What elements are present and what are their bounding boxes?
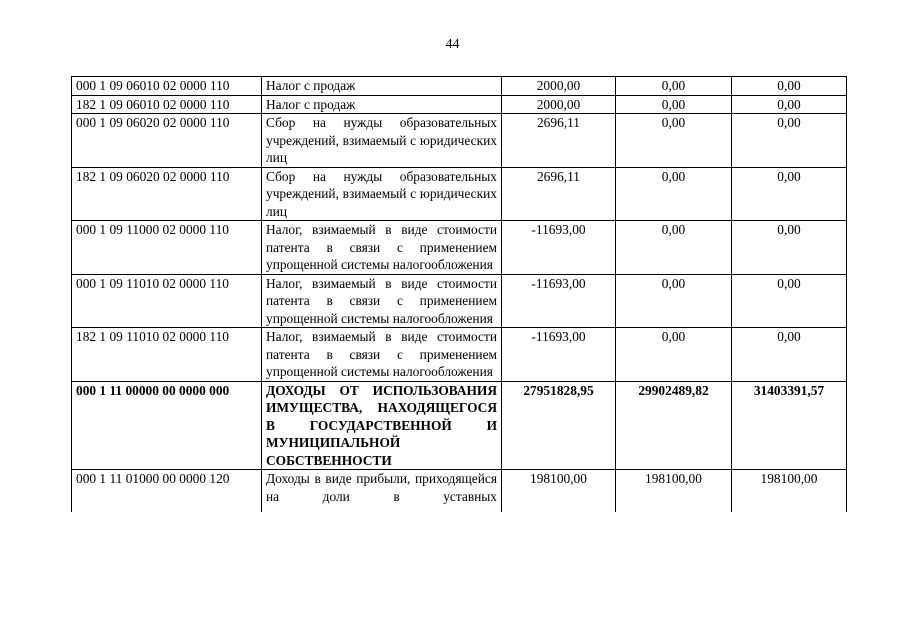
amount-year-2-cell: 0,00 (616, 221, 732, 275)
amount-year-3-cell: 0,00 (732, 167, 847, 221)
income-name-cell: Налог, взимаемый в виде стоимости патента в связи с применением упрощенной системы налогообложения (262, 221, 502, 275)
budget-code-cell: 000 1 09 11010 02 0000 110 (72, 274, 262, 328)
budget-code-cell: 000 1 11 01000 00 0000 120 (72, 470, 262, 512)
amount-year-2-cell: 0,00 (616, 95, 732, 114)
table-row (72, 114, 847, 168)
amount-year-1-cell: 198100,00 (502, 470, 616, 512)
income-name-cell: Сбор на нужды образовательных учреждений, взимаемый с юридических лиц (262, 114, 502, 168)
amount-year-2-cell: 0,00 (616, 328, 732, 382)
budget-code-cell: 182 1 09 11010 02 0000 110 (72, 328, 262, 382)
table-row (72, 95, 847, 114)
amount-year-1-cell: 2000,00 (502, 77, 616, 96)
amount-year-2-cell: 0,00 (616, 77, 732, 96)
amount-year-2-cell: 0,00 (616, 274, 732, 328)
amount-year-3-cell: 0,00 (732, 328, 847, 382)
amount-year-1-cell: -11693,00 (502, 274, 616, 328)
budget-code-cell: 182 1 09 06010 02 0000 110 (72, 95, 262, 114)
amount-year-1-cell: -11693,00 (502, 328, 616, 382)
income-name-cell: Налог, взимаемый в виде стоимости патента в связи с применением упрощенной системы налогообложения (262, 328, 502, 382)
table-row (72, 167, 847, 221)
budget-code-cell: 000 1 09 11000 02 0000 110 (72, 221, 262, 275)
budget-code-cell: 182 1 09 06020 02 0000 110 (72, 167, 262, 221)
amount-year-3-cell: 0,00 (732, 221, 847, 275)
income-name-cell: Налог, взимаемый в виде стоимости патента в связи с применением упрощенной системы налогообложения (262, 274, 502, 328)
amount-year-2-cell: 0,00 (616, 114, 732, 168)
budget-code-cell: 000 1 09 06020 02 0000 110 (72, 114, 262, 168)
budget-code-cell: 000 1 11 00000 00 0000 000 (72, 381, 262, 470)
amount-year-3-cell: 198100,00 (732, 470, 847, 512)
table-row (72, 77, 847, 96)
amount-year-3-cell: 0,00 (732, 95, 847, 114)
amount-year-2-cell: 198100,00 (616, 470, 732, 512)
amount-year-1-cell: 2696,11 (502, 167, 616, 221)
table-row (72, 470, 847, 512)
budget-revenue-table (71, 76, 847, 512)
table-row (72, 381, 847, 470)
income-name-cell: Сбор на нужды образовательных учреждений, взимаемый с юридических лиц (262, 167, 502, 221)
amount-year-3-cell: 0,00 (732, 274, 847, 328)
budget-code-cell: 000 1 09 06010 02 0000 110 (72, 77, 262, 96)
page-number: 44 (445, 37, 460, 52)
table-row (72, 221, 847, 275)
income-name-cell: Налог с продаж (262, 77, 502, 96)
amount-year-1-cell: 2000,00 (502, 95, 616, 114)
income-name-cell: ДОХОДЫ ОТ ИСПОЛЬЗОВАНИЯ ИМУЩЕСТВА, НАХОДЯЩЕГОСЯ В ГОСУДАРСТВЕННОЙ И МУНИЦИПАЛЬНОЙ СОБСТВЕННОСТИ (262, 381, 502, 470)
amount-year-1-cell: 2696,11 (502, 114, 616, 168)
table-row (72, 328, 847, 382)
income-name-cell: Налог с продаж (262, 95, 502, 114)
amount-year-1-cell: 27951828,95 (502, 381, 616, 470)
amount-year-1-cell: -11693,00 (502, 221, 616, 275)
table-row (72, 274, 847, 328)
amount-year-3-cell: 0,00 (732, 114, 847, 168)
amount-year-2-cell: 29902489,82 (616, 381, 732, 470)
income-name-cell: Доходы в виде прибыли, приходящейся на доли в уставных (262, 470, 502, 512)
amount-year-3-cell: 31403391,57 (732, 381, 847, 470)
amount-year-2-cell: 0,00 (616, 167, 732, 221)
amount-year-3-cell: 0,00 (732, 77, 847, 96)
